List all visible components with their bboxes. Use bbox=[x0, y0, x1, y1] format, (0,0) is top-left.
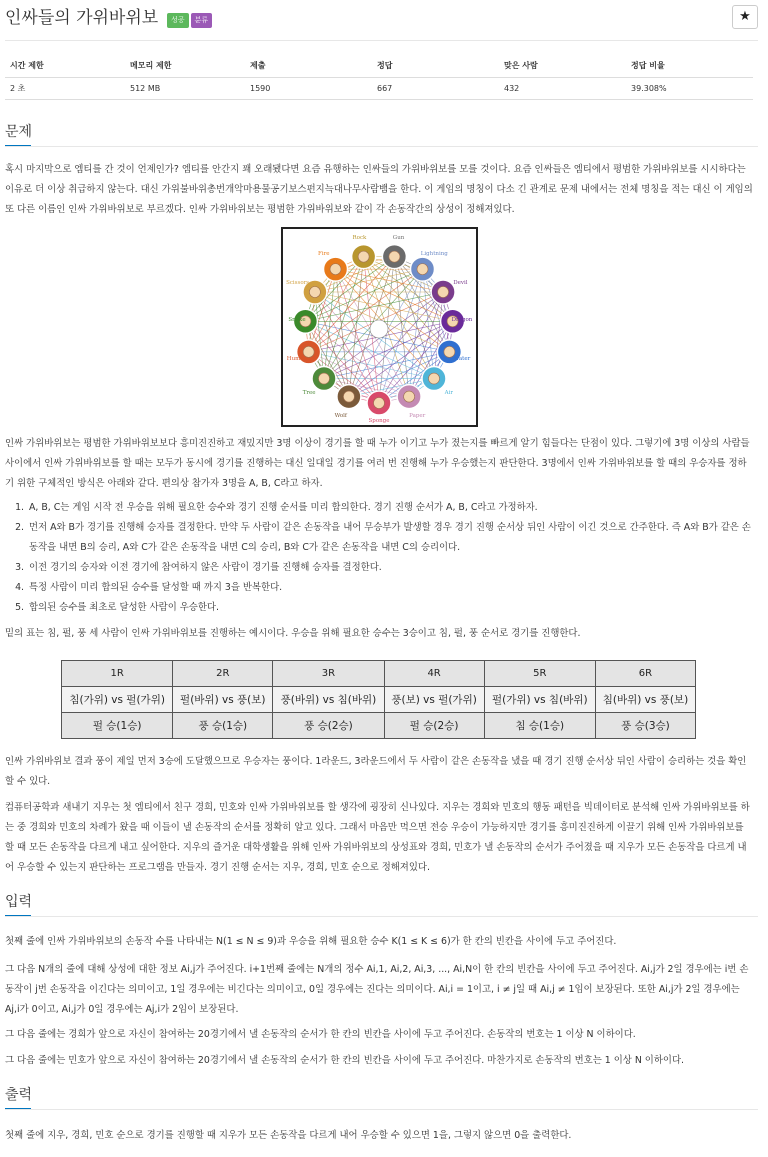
result-cell: 펄 승(1승) bbox=[62, 713, 173, 739]
input-line-3: 그 다음 줄에는 경희가 앞으로 자신이 참여하는 20경기에서 낼 손동작의 순서가 한 칸의 빈칸을 사이에 두고 주어진다. 손동작의 번호는 1 이상 N 이하이다. bbox=[5, 1029, 636, 1040]
hand-icon bbox=[428, 373, 439, 384]
input-line-1: 첫째 줄에 인싸 가위바위보의 손동작 수를 나타내는 N(1 ≤ N ≤ 9)과 우승을 위해 필요한 승수 K(1 ≤ K ≤ 6)가 한 칸의 빈칸을 사이에 두고 주어진다. bbox=[5, 936, 617, 947]
rules-list bbox=[0, 498, 758, 618]
hand-icon bbox=[438, 287, 449, 298]
section-input-label: 입력 bbox=[5, 894, 33, 910]
section-problem-label: 문제 bbox=[5, 124, 33, 140]
section-input-title bbox=[5, 891, 32, 911]
hand-label: Human bbox=[286, 356, 308, 363]
rule-item: 4. 특정 사람이 미리 합의된 승수를 달성할 때 까지 3을 반복한다. bbox=[27, 578, 758, 598]
table-intro: 밑의 표는 침, 펄, 풍 세 사람이 인싸 가위바위보를 진행하는 예시이다. 우승을 위해 필요한 승수는 3승이고 침, 펄, 풍 순서로 경기를 진행한다. bbox=[5, 628, 581, 639]
divider bbox=[5, 1109, 758, 1110]
hand-label: Lightning bbox=[420, 250, 448, 257]
matchup-cell: 펄(가위) vs 침(바위) bbox=[484, 687, 595, 713]
matchup-row bbox=[62, 687, 696, 713]
rps-15-diagram bbox=[281, 227, 478, 427]
round-label: 3R bbox=[273, 661, 384, 687]
section-output-label: 출력 bbox=[5, 1087, 33, 1103]
info-memory: 512 MB bbox=[125, 77, 245, 99]
story-paragraph: 컴퓨터공학과 새내기 지우는 첫 엠티에서 친구 경희, 민호와 인싸 가위바위보를 할 생각에 굉장히 신나있다. 지우는 경희와 민호의 행동 패턴을 빅데이터로 분석해 인싸 가위바위보를 하는 중 경희와 민호의 차례가 왔을 때 이들이 낼 손동작의 순서를 정확히 알고 있다. 그래서 마음만 먹으면 전승 우승이 가능하지만 경기를 흥미진진하게 이끌기 위해 인싸 가위바위보를 할 때 모든 손동작을 다르게 내고 싶어한다. 지우의 즐거운 대학생활을 위해 인싸 가위바위보의 상성표와 경희, 민호가 낼 손동작의 순서가 주어졌을 때 지우가 모든 손동작을 다르게 내어 우승할 수 있는지 판단하는 프로그램을 만들자. 경기 진행 순서는 지우, 경희, 민호 순으로 정해져있다. bbox=[5, 802, 750, 873]
info-accepted[interactable]: 667 bbox=[372, 77, 499, 99]
hand-icon bbox=[343, 391, 354, 402]
hand-label: Scissors bbox=[286, 280, 310, 286]
info-col-submit: 제출 bbox=[245, 55, 372, 77]
rule-item: 2. 먼저 A와 B가 경기를 진행해 승자를 결정한다. 만약 두 사람이 같은 손동작을 내어 무승부가 발생할 경우 경기 진행 순서상 뒤인 사람이 이긴 것으로 간주한다. 즉 A와 B가 같은 손동작을 내면 B의 승리, A와 C가 같은 손동작을 내면 C의 승리, B와 C가 같은 손동작을 내면 C의 승리이다. bbox=[27, 518, 758, 558]
hand-label: Water bbox=[453, 356, 471, 363]
beats-line bbox=[379, 269, 422, 403]
hand-icon bbox=[319, 373, 330, 384]
hand-label: Dragon bbox=[451, 317, 473, 324]
hand-icon bbox=[389, 251, 400, 262]
round-label: 6R bbox=[595, 661, 695, 687]
rps-diagram-svg bbox=[283, 229, 476, 425]
matchup-cell: 침(바위) vs 풍(보) bbox=[595, 687, 695, 713]
matchup-cell: 풍(바위) vs 침(바위) bbox=[273, 687, 384, 713]
hand-label: Gun bbox=[392, 235, 405, 242]
divider bbox=[5, 40, 758, 41]
hand-label: Devil bbox=[453, 280, 468, 286]
beats-line bbox=[336, 269, 349, 396]
beats-line bbox=[336, 269, 379, 403]
hand-label: Rock bbox=[352, 235, 367, 242]
hand-label: Wolf bbox=[334, 412, 347, 419]
info-col-time: 시간 제한 bbox=[5, 55, 125, 77]
problem-intro: 혹시 마지막으로 엠티를 간 것이 언제인가? 엠티를 안간지 꽤 오래됐다면 요즘 유행하는 인싸들의 가위바위보를 모를 것이다. 요즘 인싸들은 엠티에서 평범한 가위바위보를 시시하다는 이유로 더 이상 취급하지 않는다. 대신 가위불바위총번개악마용물공기보스펀지늑대나무사람뱀을 한다. 이 게임의 명칭이 다소 긴 관계로 문제 내에서는 전체 명칭을 적는 대신 이 게임의 또 다른 이름인 인싸 가위바위보로 부르겠다. 인싸 가위바위보는 평범한 가위바위보와 같이 각 손동작간의 상성이 정해져있다. bbox=[5, 164, 753, 215]
hand-label: Snake bbox=[288, 317, 306, 324]
info-ratio: 39.308% bbox=[626, 77, 753, 99]
divider bbox=[5, 916, 758, 917]
info-value-row bbox=[5, 77, 753, 99]
input-line-2: 그 다음 N개의 줄에 대해 상성에 대한 정보 Ai,j가 주어진다. i+1번째 줄에는 N개의 정수 Ai,1, Ai,2, Ai,3, ..., Ai,N이 한 칸의 빈칸을 사이에 두고 주어진다. Ai,j가 2일 경우에는 i번 손동작이 j번 손동작을 이긴다는 의미이고, 1일 경우에는 비긴다는 의미이고, 0일 경우에는 진다는 의미이다. Ai,i = 1이고, i ≠ j일 때 Ai,j ≠ 1임이 보장된다. 또한 Ai,j가 2일 경우에는 Aj,i가 0이고, Ai,j가 0일 경우에는 Aj,i가 2임이 보장된다. bbox=[5, 964, 749, 1015]
input-line-4: 그 다음 줄에는 민호가 앞으로 자신이 참여하는 20경기에서 낼 손동작의 순서가 한 칸의 빈칸을 사이에 두고 주어진다. 마찬가지로 손동작의 번호는 1 이상 N 이하이다. bbox=[5, 1055, 685, 1066]
round-label: 2R bbox=[173, 661, 273, 687]
matchup-cell: 풍(보) vs 펄(가위) bbox=[384, 687, 484, 713]
hand-icon bbox=[309, 287, 320, 298]
round-label: 5R bbox=[484, 661, 595, 687]
rule-item: 1. A, B, C는 게임 시작 전 우승을 위해 필요한 승수와 경기 진행 순서를 미리 합의한다. 경기 진행 순서가 A, B, C라고 가정하자. bbox=[27, 498, 758, 518]
category-badge[interactable]: 분류 bbox=[191, 13, 213, 28]
hand-label: Sponge bbox=[368, 418, 390, 424]
result-row bbox=[62, 713, 696, 739]
badge-group bbox=[167, 13, 214, 28]
page-title: 인싸들의 가위바위보 bbox=[5, 8, 159, 28]
info-submit[interactable]: 1590 bbox=[245, 77, 372, 99]
result-explanation: 인싸 가위바위보 결과 풍이 제일 먼저 3승에 도달했으므로 우승자는 풍이다. 1라운드, 3라운드에서 두 사람이 같은 손동작을 냈을 때 경기 진행 순서상 뒤인 사람이 승리하는 것을 확인할 수 있다. bbox=[5, 756, 747, 787]
hand-label: Tree bbox=[302, 389, 316, 396]
round-label: 1R bbox=[62, 661, 173, 687]
hand-label: Paper bbox=[409, 412, 426, 419]
matchup-cell: 펄(바위) vs 풍(보) bbox=[173, 687, 273, 713]
problem-header bbox=[5, 5, 758, 33]
section-output-title bbox=[5, 1084, 32, 1104]
problem-paragraph-2: 인싸 가위바위보는 평범한 가위바위보보다 흥미진진하고 재밌지만 3명 이상이 경기를 할 때 누가 이기고 누가 졌는지를 빠르게 알기 힘들다는 단점이 있다. 그렇기에 3명 이상의 사람들 사이에서 인싸 가위바위보를 할 때는 모두가 동시에 경기를 진행하는 대신 일대일 경기를 여러 번 진행해 누가 우승했는지 판단한다. 3명에서 인싸 가위바위보를 할 때의 우승자를 정하기 위한 구체적인 방식은 아래와 같다. 편의상 참가자 3명을 A, B, C라고 하자. bbox=[5, 438, 750, 489]
hand-icon bbox=[330, 264, 341, 275]
rule-item: 3. 이전 경기의 승자와 이전 경기에 참여하지 않은 사람이 경기를 진행해 승자를 결정한다. bbox=[27, 558, 758, 578]
info-header-row bbox=[5, 55, 753, 77]
hand-icon bbox=[417, 264, 428, 275]
round-label: 4R bbox=[384, 661, 484, 687]
beats-line bbox=[409, 269, 422, 396]
info-time: 2 초 bbox=[5, 77, 125, 99]
hand-icon bbox=[404, 391, 415, 402]
result-cell: 펄 승(2승) bbox=[384, 713, 484, 739]
hand-icon bbox=[358, 251, 369, 262]
star-icon[interactable]: ★ bbox=[732, 5, 758, 29]
info-col-ratio: 정답 비율 bbox=[626, 55, 753, 77]
diagram-center bbox=[370, 320, 388, 338]
result-cell: 풍 승(1승) bbox=[173, 713, 273, 739]
hand-label: Air bbox=[444, 389, 454, 396]
rule-item: 5. 합의된 승수를 최초로 달성한 사람이 우승한다. bbox=[27, 598, 758, 618]
section-problem-title bbox=[5, 121, 32, 141]
round-header-row bbox=[62, 661, 696, 687]
result-cell: 풍 승(3승) bbox=[595, 713, 695, 739]
info-col-solvers: 맞은 사람 bbox=[499, 55, 626, 77]
result-cell: 침 승(1승) bbox=[484, 713, 595, 739]
info-col-memory: 메모리 제한 bbox=[125, 55, 245, 77]
divider bbox=[5, 146, 758, 147]
problem-info-table bbox=[5, 55, 753, 100]
status-badge-success[interactable]: 성공 bbox=[167, 13, 189, 28]
example-rounds-table bbox=[61, 660, 696, 739]
info-solvers[interactable]: 432 bbox=[499, 77, 626, 99]
hand-icon bbox=[374, 398, 385, 409]
output-line-1: 첫째 줄에 지우, 경희, 민호 순으로 경기를 진행할 때 지우가 모든 손동작을 다르게 내어 우승할 수 있으면 1을, 그렇지 않으면 0을 출력한다. bbox=[5, 1130, 572, 1141]
matchup-cell: 침(가위) vs 펄(가위) bbox=[62, 687, 173, 713]
hand-label: Fire bbox=[318, 250, 330, 257]
result-cell: 풍 승(2승) bbox=[273, 713, 384, 739]
info-col-accepted: 정답 bbox=[372, 55, 499, 77]
